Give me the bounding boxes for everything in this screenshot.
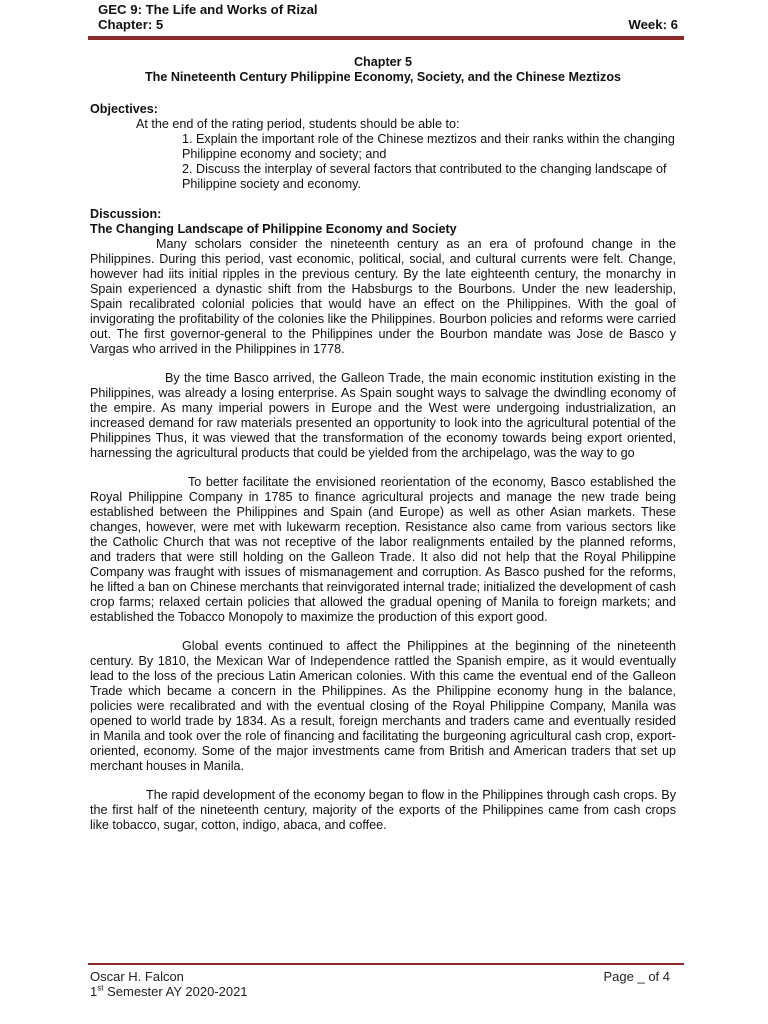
page-number: Page _ of 4 <box>603 969 670 984</box>
paragraph-5: The rapid development of the economy began to flow in the Philippines through cash crops. By the first half of the nineteenth century, majority of the exports of the Philippines came from cash crops like tobacco, sugar, cotton, indigo, abaca, and coffee. <box>90 788 676 832</box>
semester-label <box>90 984 670 999</box>
paragraph-3: To better facilitate the envisioned reorientation of the economy, Basco established the Royal Philippine Company in 1785 to finance agricultural projects and manage the new trade being established between the Philippines and Spain (and Europe) as well as other Asian markets. These changes, however, were met with lukewarm reception. Resistance also came from various sectors like the Catholic Church that was not receptive of the labor realignments entailed by the planned reforms, and traders that were still holding on the Galleon Trade. It also did not help that the Royal Philippine Company was fraught with issues of mismanagement and corruption. As Basco pushed for the reforms, he lifted a ban on Chinese merchants that reinvigorated internal trade; initialized the development of cash crop farms; relaxed certain policies that allowed the gradual opening of Manila to foreign markets; and established the Tobacco Monopoly to maximize the production of this export good. <box>90 475 676 624</box>
course-title: GEC 9: The Life and Works of Rizal <box>98 2 318 17</box>
paragraph-1: Many scholars consider the nineteenth century as an era of profound change in the Philippines. During this period, vast economic, political, social, and cultural currents were felt. Change, however had iits initial ripples in the previous century. By the late eighteenth century, the monarchy in Spain experienced a dynastic shift from the Habsburgs to the Bourbons. Under the new leadership, Spain recalibrated colonial policies that would have an effect on the Philippines. With the goal of invigorating the profitability of the colonies like the Philippines. Bourbon policies and reforms were carried out. The first governor-general to the Philippines under the Bourbon mandate was Jose de Basco y Vargas who arrived in the Philippines in 1778. <box>90 237 676 356</box>
footer-row <box>90 969 670 984</box>
objective-item-1: 1. Explain the important role of the Chinese meztizos and their ranks within the changing Philippine economy and society; and <box>182 132 675 161</box>
week-label: Week: 6 <box>628 17 678 32</box>
document-title: The Nineteenth Century Philippine Economy, Society, and the Chinese Meztizos <box>144 70 622 84</box>
section-subheading: The Changing Landscape of Philippine Economy and Society <box>90 222 457 236</box>
paragraph-4: Global events continued to affect the Philippines at the beginning of the nineteenth century. By 1810, the Mexican War of Independence rattled the Spanish empire, as it would eventually lead to the loss of the precious Latin American colonies. With this came the eventual end of the Galleon Trade which became a concern in the Philippines. As the Philippine economy hung in the balance, policies were recalibrated and with the eventual closing of the Royal Philippine Company, Manila was opened to world trade by 1834. As a result, foreign merchants and traders came and eventually resided in Manila and took over the role of financing and facilitating the burgeoning agricultural cash crop, export-oriented, economy. Some of the major investments came from British and American traders that set up merchant houses in Manila. <box>90 639 676 773</box>
chapter-label: Chapter: 5 <box>98 17 164 32</box>
semester-ordinal: st <box>97 983 104 993</box>
page-header <box>98 2 678 32</box>
document-body <box>90 55 676 833</box>
objective-item-2: 2. Discuss the interplay of several factors that contributed to the changing landscape of Philippine society and economy. <box>182 162 667 191</box>
discussion-heading: Discussion: <box>90 207 162 221</box>
semester-number: 1 <box>90 984 98 999</box>
page-footer <box>90 969 670 999</box>
header-divider <box>88 36 684 40</box>
paragraph-2: By the time Basco arrived, the Galleon Trade, the main economic institution existing in the Philippines, was already a losing enterprise. As Spain sought ways to salvage the dwindling economy of the empire. As many imperial powers in Europe and the West were undergoing industrialization, an increased demand for raw materials presented an opportunity to look into the agricultural potential of the Philippines Thus, it was viewed that the transformation of the economy towards being export oriented, harnessing the agricultural products that could be yielded from the archipelago, was the way to go <box>90 371 676 460</box>
author-name: Oscar H. Falcon <box>90 969 184 984</box>
footer-divider <box>88 963 684 965</box>
objectives-heading: Objectives: <box>90 102 158 116</box>
chapter-heading: Chapter 5 <box>353 55 413 69</box>
header-row <box>98 17 678 32</box>
semester-text: Semester AY 2020-2021 <box>107 984 248 999</box>
objectives-intro: At the end of the rating period, students should be able to: <box>136 117 460 131</box>
